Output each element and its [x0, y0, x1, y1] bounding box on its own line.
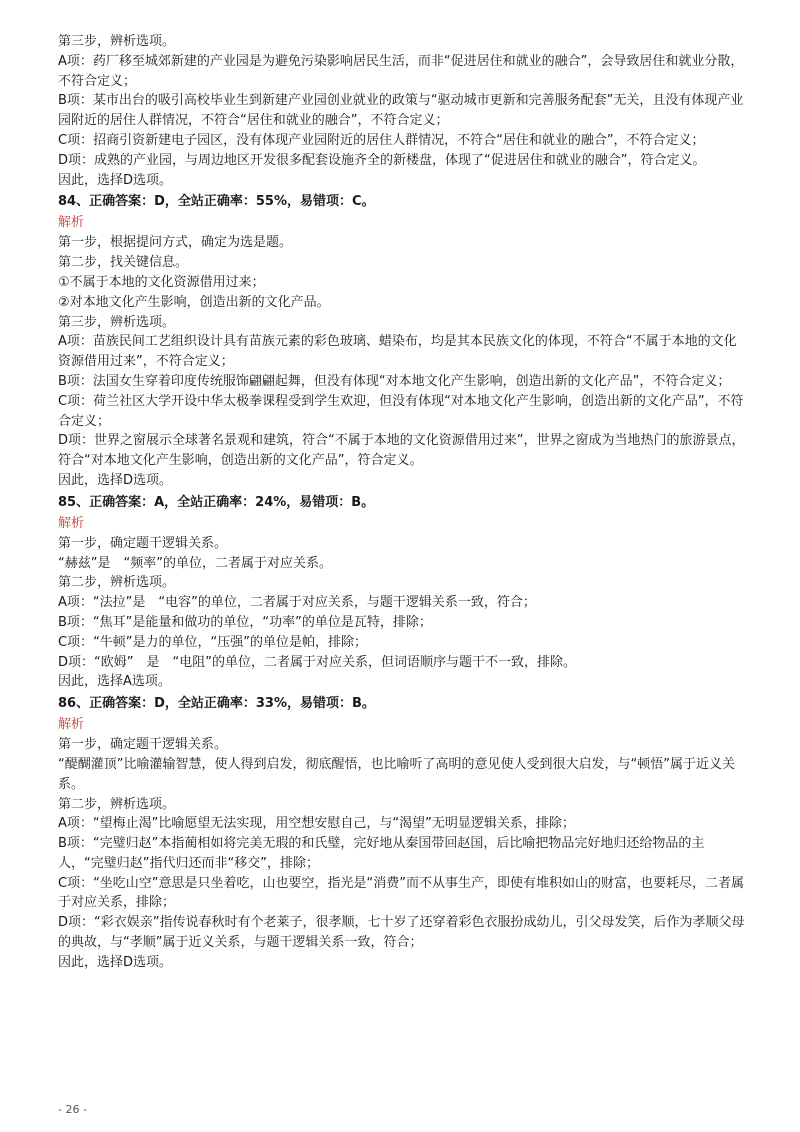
paragraph: D项：成熟的产业园，与周边地区开发很多配套设施齐全的新楼盘，体现了“促进居住和就业的融合”，符合定义。 — [58, 152, 706, 168]
paragraph: “醍醐灌顶”比喻灌输智慧，使人得到启发，彻底醒悟，也比喻听了高明的意见使人受到很大启发，与“顿悟”属于近义关系。 — [58, 756, 735, 792]
text-line: C项：“牛顿”是力的单位，“压强”的单位是帕，排除； — [58, 634, 368, 650]
text-line: 第一步，根据提问方式，确定为选是题。 — [58, 235, 293, 251]
text-line: A项：“望梅止渴”比喻愿望无法实现，用空想安慰自己，与“渴望”无明显逻辑关系，排除； — [58, 816, 575, 832]
analysis-label: 解析 — [58, 215, 85, 231]
paragraph: A项：苗族民间工艺组织设计具有苗族元素的彩色玻璃、蜡染布，均是其本民族文化的体现，不符合“不属于本地的文化资源借用过来”，不符合定义； — [58, 334, 737, 370]
text-line: B项：“焦耳”是能量和做功的单位，“功率”的单位是瓦特，排除； — [58, 614, 432, 630]
paragraph: C项：招商引资新建电子园区，没有体现产业园附近的居住人群情况，不符合“居住和就业的融合”，不符合定义； — [58, 132, 705, 148]
text-line: 第二步，辨析选项。 — [58, 796, 176, 812]
text-line: 第三步，辨析选项。 — [58, 34, 176, 49]
answer-heading: 86、正确答案：D，全站正确率：33%，易错项：B。 — [58, 696, 375, 712]
paragraph: B项：“完璧归赵”本指蔺相如将完美无瑕的和氏璧，完好地从秦国带回赵国，后比喻把物品完好地归还给物品的主人，“完璧归赵”指代归还而非“移交”，排除； — [58, 836, 705, 871]
text-line: “赫兹”是 “频率”的单位，二者属于对应关系。 — [58, 555, 332, 571]
text-line: 第一步，确定题干逻辑关系。 — [58, 535, 228, 551]
text-line: 因此，选择D选项。 — [58, 172, 173, 188]
answer-heading: 85、正确答案：A，全站正确率：24%，易错项：B。 — [58, 494, 375, 510]
text-line: 因此，选择D选项。 — [58, 954, 173, 970]
text-line: 第二步，辨析选项。 — [58, 575, 176, 591]
text-line: ①不属于本地的文化资源借用过来； — [58, 274, 265, 290]
page-number: - 26 - — [58, 1103, 87, 1116]
text-line: 第二步，找关键信息。 — [58, 255, 189, 271]
answer-heading: 84、正确答案：D，全站正确率：55%，易错项：C。 — [58, 194, 375, 210]
paragraph: C项：“坐吃山空”意思是只坐着吃，山也要空，指光是“消费”而不从事生产，即使有堆积如山的财富，也要耗尽，二者属于对应关系，排除； — [58, 875, 745, 911]
paragraph: A项：药厂移至城郊新建的产业园是为避免污染影响居民生活，而非“促进居住和就业的融合”，会导致居住和就业分散，不符合定义； — [58, 53, 744, 89]
text-line: D项：“欧姆” 是 “电阻”的单位，二者属于对应关系，但词语顺序与题干不一致，排除。 — [58, 654, 576, 670]
paragraph: D项：世界之窗展示全球著名景观和建筑，符合“不属于本地的文化资源借用过来”，世界之窗成为当地热门的旅游景点，符合“对本地文化产生影响，创造出新的文化产品”，符合定义。 — [58, 433, 745, 469]
text-line: 因此，选择D选项。 — [58, 472, 173, 488]
text-line: A项：“法拉”是 “电容”的单位，二者属于对应关系，与题干逻辑关系一致，符合； — [58, 595, 536, 611]
paragraph: B项：法国女生穿着印度传统服饰翩翩起舞，但没有体现“对本地文化产生影响，创造出新的文化产品”，不符合定义； — [58, 373, 731, 389]
page-content — [58, 32, 748, 973]
paragraph: C项：荷兰社区大学开设中华太极拳课程受到学生欢迎，但没有体现“对本地文化产生影响，创造出新的文化产品”，不符合定义； — [58, 393, 744, 429]
text-line: ②对本地文化产生影响，创造出新的文化产品。 — [58, 294, 330, 310]
paragraph: B项：某市出台的吸引高校毕业生到新建产业园创业就业的政策与“驱动城市更新和完善服务配套”无关，且没有体现产业园附近的居住人群情况，不符合“居住和就业的融合”，不符合定义； — [58, 93, 744, 129]
paragraph: D项：“彩衣娱亲”指传说春秋时有个老莱子，很孝顺，七十岁了还穿着彩色衣服扮成幼儿，引父母发笑，后作为孝顺父母的典故，与“孝顺”属于近义关系，与题干逻辑关系一致，符合； — [58, 915, 745, 951]
text-line: 第三步，辨析选项。 — [58, 314, 176, 330]
analysis-label: 解析 — [58, 717, 85, 733]
text-line: 因此，选择A选项。 — [58, 674, 171, 690]
analysis-label: 解析 — [58, 515, 85, 531]
text-line: 第一步，确定题干逻辑关系。 — [58, 737, 228, 753]
